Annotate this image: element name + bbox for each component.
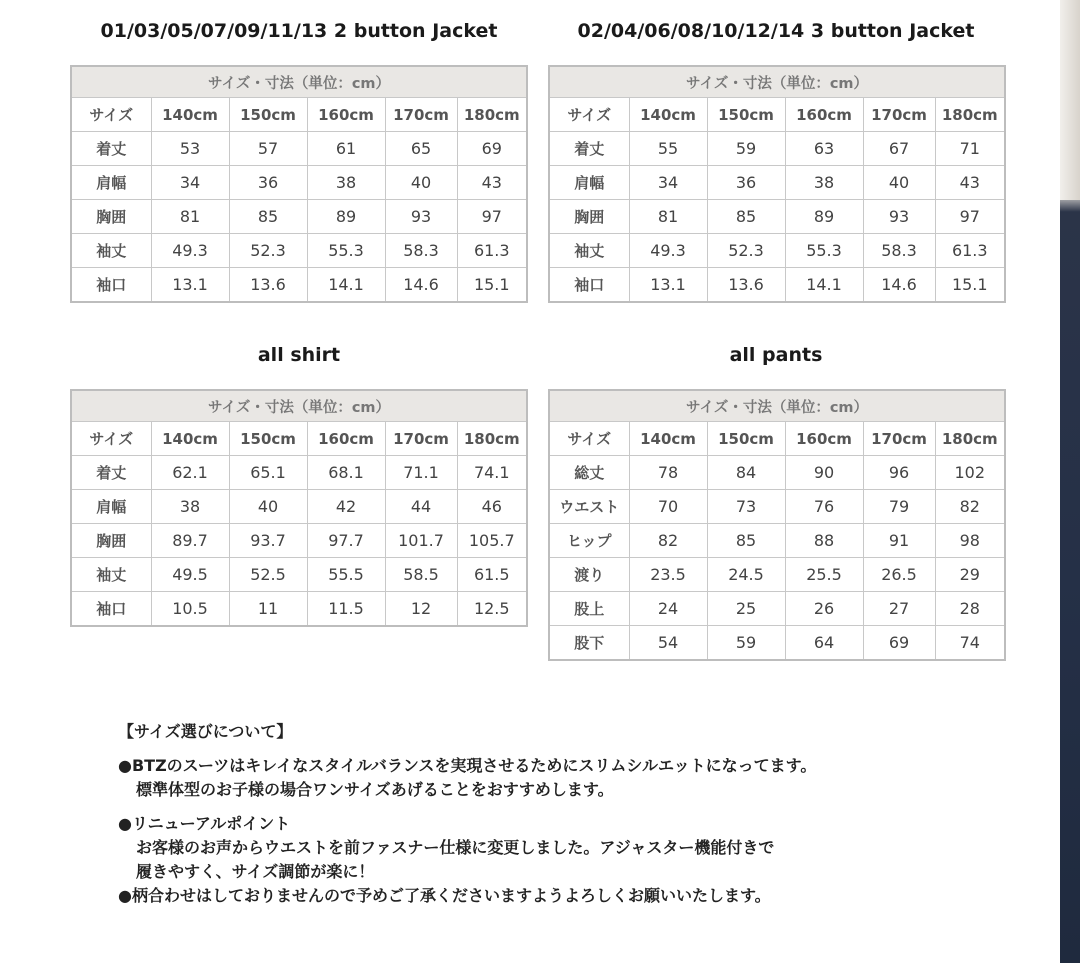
table-cell: 42 xyxy=(307,490,385,524)
table-cell: 81 xyxy=(151,200,229,234)
table-cell: 69 xyxy=(457,132,527,166)
column-header: 180cm xyxy=(457,422,527,456)
table-row xyxy=(71,592,527,627)
column-header: 150cm xyxy=(707,422,785,456)
table-cell: 97.7 xyxy=(307,524,385,558)
table-cell: 14.6 xyxy=(385,268,457,303)
table-cell: 71.1 xyxy=(385,456,457,490)
table-cell: 29 xyxy=(935,558,1005,592)
table-cell: 34 xyxy=(629,166,707,200)
table-cell: 26.5 xyxy=(863,558,935,592)
row-label: 渡り xyxy=(549,558,629,592)
table-caption: サイズ・寸法（単位：cm） xyxy=(71,66,527,98)
table-cell: 89 xyxy=(307,200,385,234)
table-cell: 57 xyxy=(229,132,307,166)
table-cell: 62.1 xyxy=(151,456,229,490)
table-caption: サイズ・寸法（単位：cm） xyxy=(549,66,1005,98)
table-cell: 40 xyxy=(385,166,457,200)
table-cell: 65 xyxy=(385,132,457,166)
row-label: 袖丈 xyxy=(549,234,629,268)
table-cell: 54 xyxy=(629,626,707,661)
table-cell: 65.1 xyxy=(229,456,307,490)
background-photo-edge xyxy=(1060,0,1080,963)
table-cell: 67 xyxy=(863,132,935,166)
table-row xyxy=(549,234,1005,268)
table-cell: 76 xyxy=(785,490,863,524)
table-header-row xyxy=(549,98,1005,132)
table-cell: 11 xyxy=(229,592,307,627)
table-cell: 46 xyxy=(457,490,527,524)
table-cell: 52.5 xyxy=(229,558,307,592)
column-header: 180cm xyxy=(935,98,1005,132)
column-header: 140cm xyxy=(151,422,229,456)
table-cell: 34 xyxy=(151,166,229,200)
column-header: サイズ xyxy=(71,98,151,132)
table-cell: 81 xyxy=(629,200,707,234)
table-cell: 96 xyxy=(863,456,935,490)
table-cell: 73 xyxy=(707,490,785,524)
table-row xyxy=(549,200,1005,234)
table-cell: 82 xyxy=(629,524,707,558)
row-label: 胸囲 xyxy=(71,524,151,558)
table-row xyxy=(549,268,1005,303)
table-cell: 97 xyxy=(935,200,1005,234)
table-cell: 12.5 xyxy=(457,592,527,627)
row-label: 肩幅 xyxy=(71,490,151,524)
column-header: 180cm xyxy=(457,98,527,132)
table-cell: 27 xyxy=(863,592,935,626)
column-header: 160cm xyxy=(785,98,863,132)
column-header: 170cm xyxy=(385,422,457,456)
table-cell: 55.3 xyxy=(307,234,385,268)
table-cell: 85 xyxy=(707,200,785,234)
table-cell: 15.1 xyxy=(935,268,1005,303)
note-renewal-adjust: 履きやすく、サイズ調節が楽に！ xyxy=(136,862,375,881)
table-cell: 59 xyxy=(707,626,785,661)
table-row xyxy=(71,166,527,200)
row-label: 袖口 xyxy=(549,268,629,303)
row-label: 袖丈 xyxy=(71,558,151,592)
column-header: 170cm xyxy=(385,98,457,132)
note-size-up: 標準体型のお子様の場合ワンサイズあげることをおすすめします。 xyxy=(136,780,614,799)
column-header: 160cm xyxy=(307,422,385,456)
table-cell: 36 xyxy=(229,166,307,200)
row-label: 着丈 xyxy=(71,132,151,166)
table-cell: 55.3 xyxy=(785,234,863,268)
table-cell: 40 xyxy=(863,166,935,200)
table-cell: 64 xyxy=(785,626,863,661)
table-cell: 53 xyxy=(151,132,229,166)
table-cell: 102 xyxy=(935,456,1005,490)
table-cell: 91 xyxy=(863,524,935,558)
column-header: 150cm xyxy=(229,422,307,456)
column-header: 150cm xyxy=(229,98,307,132)
row-label: 肩幅 xyxy=(549,166,629,200)
table-cell: 49.3 xyxy=(629,234,707,268)
table-row xyxy=(71,268,527,303)
table-cell: 98 xyxy=(935,524,1005,558)
table-cell: 14.1 xyxy=(785,268,863,303)
table-row xyxy=(549,592,1005,626)
table-cell: 79 xyxy=(863,490,935,524)
row-label: 着丈 xyxy=(71,456,151,490)
row-label: 総丈 xyxy=(549,456,629,490)
table-cell: 58.5 xyxy=(385,558,457,592)
table-cell: 93 xyxy=(385,200,457,234)
table-row xyxy=(71,200,527,234)
row-label: 袖丈 xyxy=(71,234,151,268)
table-title-pants: all pants xyxy=(729,344,823,366)
table-row xyxy=(71,132,527,166)
table-cell: 70 xyxy=(629,490,707,524)
table-cell: 85 xyxy=(229,200,307,234)
size-table-pants xyxy=(548,389,1006,661)
table-header-row xyxy=(71,98,527,132)
size-table-2button-jacket xyxy=(70,65,528,303)
column-header: サイズ xyxy=(549,422,629,456)
notes-heading: 【サイズ選びについて】 xyxy=(118,722,293,741)
table-cell: 15.1 xyxy=(457,268,527,303)
table-cell: 10.5 xyxy=(151,592,229,627)
table-cell: 13.1 xyxy=(629,268,707,303)
table-cell: 88 xyxy=(785,524,863,558)
table-caption: サイズ・寸法（単位：cm） xyxy=(71,390,527,422)
table-cell: 61.3 xyxy=(457,234,527,268)
table-caption: サイズ・寸法（単位：cm） xyxy=(549,390,1005,422)
table-cell: 74 xyxy=(935,626,1005,661)
row-label: 袖口 xyxy=(71,592,151,627)
table-cell: 26 xyxy=(785,592,863,626)
table-cell: 44 xyxy=(385,490,457,524)
table-cell: 43 xyxy=(457,166,527,200)
table-cell: 82 xyxy=(935,490,1005,524)
column-header: 170cm xyxy=(863,98,935,132)
table-cell: 85 xyxy=(707,524,785,558)
table-cell: 71 xyxy=(935,132,1005,166)
table-row xyxy=(549,558,1005,592)
table-cell: 97 xyxy=(457,200,527,234)
table-cell: 11.5 xyxy=(307,592,385,627)
row-label: ウエスト xyxy=(549,490,629,524)
table-cell: 25.5 xyxy=(785,558,863,592)
column-header: 140cm xyxy=(629,422,707,456)
table-cell: 52.3 xyxy=(707,234,785,268)
table-cell: 43 xyxy=(935,166,1005,200)
table-row xyxy=(71,558,527,592)
table-cell: 101.7 xyxy=(385,524,457,558)
table-title-3button-jacket: 02/04/06/08/10/12/14 3 button Jacket xyxy=(577,20,975,42)
table-row xyxy=(549,524,1005,558)
table-cell: 38 xyxy=(785,166,863,200)
table-cell: 89.7 xyxy=(151,524,229,558)
table-cell: 12 xyxy=(385,592,457,627)
row-label: 肩幅 xyxy=(71,166,151,200)
column-header: 170cm xyxy=(863,422,935,456)
column-header: 140cm xyxy=(629,98,707,132)
table-cell: 61.3 xyxy=(935,234,1005,268)
table-row xyxy=(71,456,527,490)
table-cell: 14.6 xyxy=(863,268,935,303)
table-cell: 58.3 xyxy=(385,234,457,268)
table-cell: 55.5 xyxy=(307,558,385,592)
table-cell: 14.1 xyxy=(307,268,385,303)
column-header: サイズ xyxy=(71,422,151,456)
table-row xyxy=(549,456,1005,490)
table-cell: 93.7 xyxy=(229,524,307,558)
column-header: 150cm xyxy=(707,98,785,132)
note-renewal-heading: ●リニューアルポイント xyxy=(118,814,291,833)
row-label: 着丈 xyxy=(549,132,629,166)
table-row xyxy=(71,524,527,558)
table-cell: 93 xyxy=(863,200,935,234)
row-label: 胸囲 xyxy=(549,200,629,234)
table-cell: 23.5 xyxy=(629,558,707,592)
table-cell: 61.5 xyxy=(457,558,527,592)
table-cell: 89 xyxy=(785,200,863,234)
size-notes xyxy=(118,720,1018,908)
table-cell: 28 xyxy=(935,592,1005,626)
table-header-row xyxy=(71,422,527,456)
table-cell: 55 xyxy=(629,132,707,166)
table-row xyxy=(549,132,1005,166)
table-cell: 36 xyxy=(707,166,785,200)
table-cell: 52.3 xyxy=(229,234,307,268)
table-cell: 61 xyxy=(307,132,385,166)
size-table-shirt xyxy=(70,389,528,627)
row-label: 股下 xyxy=(549,626,629,661)
table-row xyxy=(71,234,527,268)
row-label: 股上 xyxy=(549,592,629,626)
table-header-row xyxy=(549,422,1005,456)
table-cell: 49.3 xyxy=(151,234,229,268)
row-label: 袖口 xyxy=(71,268,151,303)
column-header: 180cm xyxy=(935,422,1005,456)
table-cell: 90 xyxy=(785,456,863,490)
row-label: 胸囲 xyxy=(71,200,151,234)
column-header: 160cm xyxy=(307,98,385,132)
row-label: ヒップ xyxy=(549,524,629,558)
table-cell: 25 xyxy=(707,592,785,626)
table-cell: 13.6 xyxy=(707,268,785,303)
note-slim-silhouette: ●BTZのスーツはキレイなスタイルバランスを実現させるためにスリムシルエットになってます。 xyxy=(118,756,817,775)
column-header: サイズ xyxy=(549,98,629,132)
table-cell: 13.6 xyxy=(229,268,307,303)
table-title-shirt: all shirt xyxy=(257,344,341,366)
note-renewal-zipper: お客様のお声からウエストを前ファスナー仕様に変更しました。アジャスター機能付きで xyxy=(136,838,775,857)
table-cell: 40 xyxy=(229,490,307,524)
table-cell: 24 xyxy=(629,592,707,626)
table-title-2button-jacket: 01/03/05/07/09/11/13 2 button Jacket xyxy=(100,20,498,42)
table-cell: 68.1 xyxy=(307,456,385,490)
table-row xyxy=(549,626,1005,661)
table-row xyxy=(71,490,527,524)
table-cell: 49.5 xyxy=(151,558,229,592)
table-row xyxy=(549,166,1005,200)
table-cell: 59 xyxy=(707,132,785,166)
table-cell: 13.1 xyxy=(151,268,229,303)
column-header: 140cm xyxy=(151,98,229,132)
table-cell: 84 xyxy=(707,456,785,490)
table-cell: 24.5 xyxy=(707,558,785,592)
table-cell: 38 xyxy=(307,166,385,200)
table-cell: 78 xyxy=(629,456,707,490)
note-pattern: ●柄合わせはしておりませんので予めご了承くださいますようよろしくお願いいたします。 xyxy=(118,886,771,905)
table-row xyxy=(549,490,1005,524)
table-cell: 58.3 xyxy=(863,234,935,268)
table-cell: 63 xyxy=(785,132,863,166)
table-cell: 74.1 xyxy=(457,456,527,490)
table-cell: 105.7 xyxy=(457,524,527,558)
table-cell: 69 xyxy=(863,626,935,661)
table-cell: 38 xyxy=(151,490,229,524)
column-header: 160cm xyxy=(785,422,863,456)
size-table-3button-jacket xyxy=(548,65,1006,303)
